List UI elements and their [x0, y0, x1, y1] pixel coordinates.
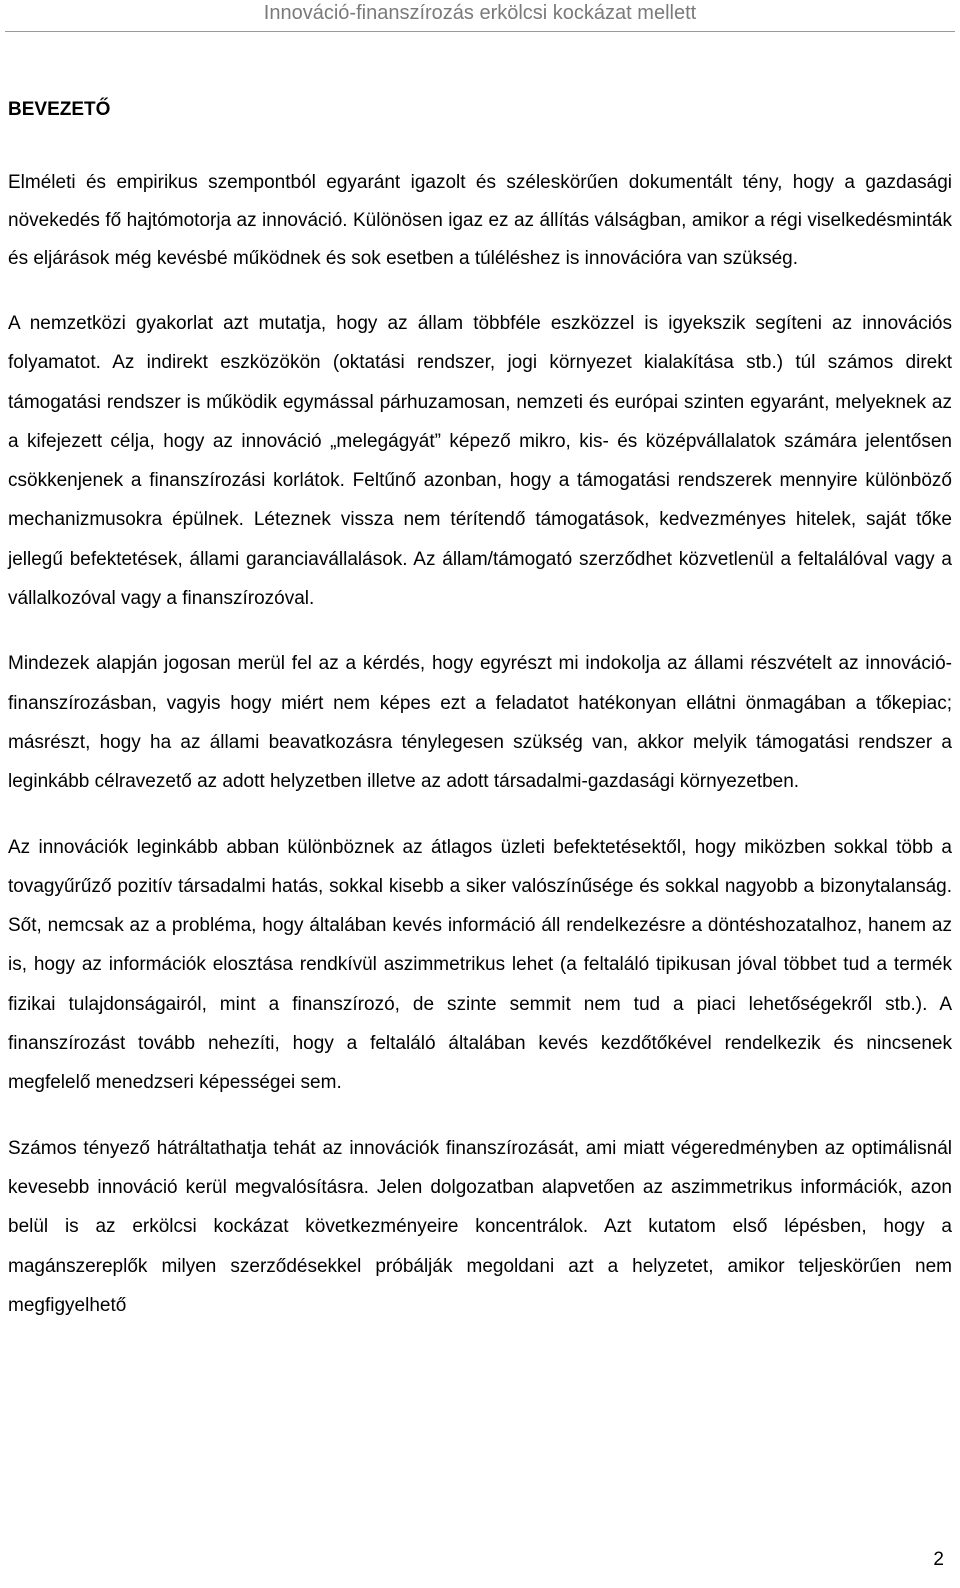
running-header: Innováció-finanszírozás erkölcsi kockázat mellett — [263, 2, 697, 24]
paragraph-1: Elméleti és empirikus szempontból egyaránt igazolt és széleskörűen dokumentált tény, hogy a gazdasági növekedés fő hajtómotorja az innováció. Különösen igaz ez az állítás válságban, amikor a régi viselkedésminták és eljárások még kevésbé működnek és sok esetben a túléléshez is innovációra van szükség. — [8, 172, 952, 269]
paragraph-2: A nemzetközi gyakorlat azt mutatja, hogy az állam többféle eszközzel is igyekszik segíteni az innovációs folyamatot. Az indirekt eszközökön (oktatási rendszer, jogi környezet kialakítása stb.) túl számos direkt támogatási rendszer is működik egymással párhuzamosan, nemzeti és európai szinten egyaránt, melyeknek az a kifejezett célja, hogy az innováció „melegágyát” képező mikro, kis- és középvállalatok számára jelentősen csökkenjenek a finanszírozási korlátok. Feltűnő azonban, hogy a támogatási rendszerek mennyire különböző mechanizmusokra épülnek. Léteznek vissza nem térítendő támogatások, kedvezményes hitelek, saját tőke jellegű befektetések, állami garanciavállalások. Az állam/támogató szerződhet közvetlenül a feltalálóval vagy a vállalkozóval vagy a finanszírozóval. — [8, 313, 952, 610]
paragraph-5: Számos tényező hátráltathatja tehát az innovációk finanszírozását, ami miatt végeredményben az optimálisnál kevesebb innováció kerül megvalósításra. Jelen dolgozatban alapvetően az aszimmetrikus információk, azon belül is az erkölcsi kockázat következményeire koncentrálok. Azt kutatom első lépésben, hogy a magánszereplők milyen szerződésekkel próbálják megoldani azt a helyzetet, amikor teljeskörűen nem megfigyelhető — [8, 1137, 952, 1316]
paragraph-3: Mindezek alapján jogosan merül fel az a kérdés, hogy egyrészt mi indokolja az állami részvételt az innováció-finanszírozásban, vagyis hogy miért nem képes ezt a feladatot hatékonyan ellátni önmagában a tőkepiac; másrészt, hogy ha az állami beavatkozásra ténylegesen szükség van, akkor melyik támogatási rendszer a leginkább célravezető az adott helyzetben illetve az adott társadalmi-gazdasági környezetben. — [8, 653, 952, 793]
header-divider — [5, 31, 955, 32]
paragraph-4: Az innovációk leginkább abban különböznek az átlagos üzleti befektetésektől, hogy miközben sokkal több a tovagyűrűző pozitív társadalmi hatás, sokkal kisebb a siker valószínűsége és sokkal nagyobb a bizonytalanság. Sőt, nemcsak az a probléma, hogy általában kevés információ áll rendelkezésre a döntéshozatalhoz, hanem az is, hogy az információk elosztása rendkívül aszimmetrikus lehet (a feltaláló tipikusan jóval többet tud a termék fizikai tulajdonságairól, mint a finanszírozó, de szinte semmit nem tud a piaci lehetőségekről stb.). A finanszírozást tovább nehezíti, hogy a feltaláló általában kevés kezdőtőkével rendelkezik és nincsenek megfelelő menedzseri képességei sem. — [8, 836, 952, 1094]
section-title: BEVEZETŐ — [8, 99, 111, 120]
page-body — [8, 96, 952, 1351]
page-number: 2 — [933, 1549, 944, 1570]
